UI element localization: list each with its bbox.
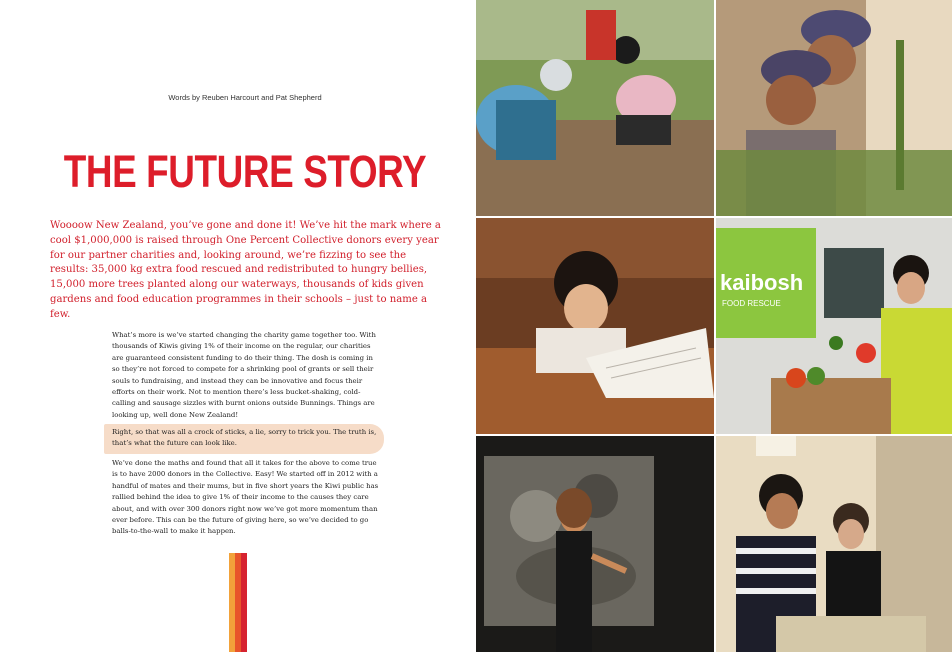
photo-kitchen-cooking	[716, 436, 952, 652]
body-paragraph-3: We’ve done the maths and found that all it takes for the above to come true is to have 2000 donors in the Collective. Easy! We started off in 2012 with a handful of mates and their mums, but in five short years the Kiwi public has rallied behind the idea to give 1% of their income to the causes they care about, and with over 300 donors right now we’ve got more momentum than ever before. This can be the future of giving here, so we’ve decided to go balls-to-the-wall to make it happen.	[112, 459, 379, 536]
byline: Words by Reuben Harcourt and Pat Shepherd	[168, 93, 322, 102]
body-paragraph-1: What’s more is we’ve started changing the charity game together too. With thousands of Kiwis giving 1% of their income on the regular, our charities are guaranteed consistent funding to do their thing. The dosh is coming in so they’re not forced to compete for a shrinking pool of grants or sell their souls to fundraising, and instead they can be innovative and focus their efforts on their work. Not to mention there’s less bucket-shaking, cold-calling and sausage sizzles with burnt onions outside Bunnings. Things are looking up, well done New Zealand!	[112, 331, 376, 419]
photo-kaibosh-food-rescue	[716, 218, 952, 434]
lead-paragraph: Woooow New Zealand, you’ve gone and done it! We’ve hit the mark where a cool $1,000,000 is raised through One Percent Collective donors every year for our partner charities and, looking around, we’re fizzing to see the results: 35,000 kg extra food rescued and redistributed to hungry bellies, 15,000 more trees planted along our waterways, thousands of kids given gardens and food education programmes in their schools – just to name a few.	[50, 220, 441, 320]
food-rescue-sign: FOOD RESCUE	[722, 299, 781, 308]
stripe-red	[241, 553, 247, 652]
photo-stage-speaker	[476, 436, 714, 652]
body-paragraph-highlighted: Right, so that was all a crock of sticks, a lie, sorry to trick you. The truth is, that’s what the future can look like.	[112, 428, 377, 448]
article-title: THE FUTURE STORY	[63, 146, 427, 197]
decorative-stripes	[229, 553, 247, 652]
photo-grid	[476, 0, 952, 652]
photo-garden-boys	[716, 0, 952, 216]
photo-boy-writing	[476, 218, 714, 434]
photo-kids-planting	[476, 0, 714, 216]
kaibosh-sign: kaibosh	[720, 270, 804, 295]
